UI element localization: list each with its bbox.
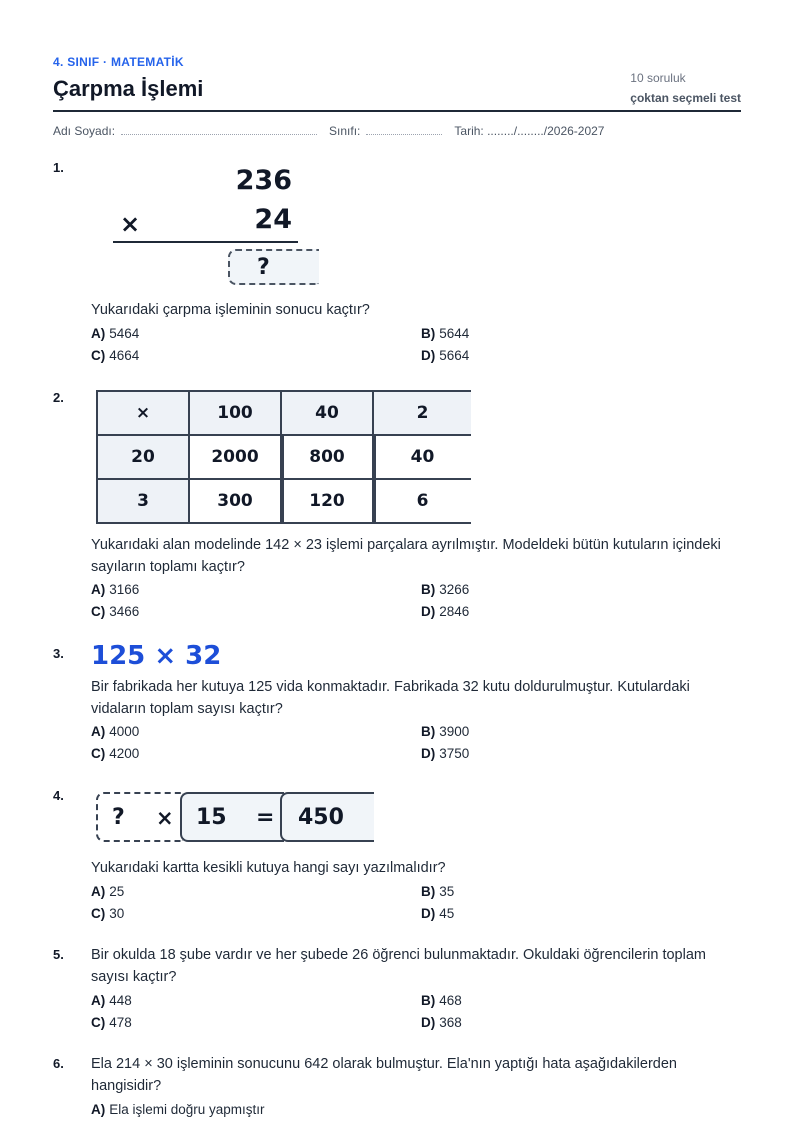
option-letter: B) — [421, 724, 436, 739]
option-value: 368 — [439, 1015, 462, 1030]
option-letter: A) — [91, 582, 106, 597]
question-text: Bir okulda 18 şube vardır ve her şubede 26 öğrenci bulunmaktadır. Okuldaki öğrencilerin toplam sayısı kaçtır? — [91, 947, 706, 985]
option-letter: B) — [421, 993, 436, 1008]
option-letter: B) — [421, 582, 436, 597]
option-letter: A) — [91, 884, 106, 899]
multiply-sign: × — [156, 806, 174, 830]
test-type: çoktan seçmeli test — [630, 91, 741, 105]
option-value: 5644 — [439, 326, 470, 341]
option-a[interactable] — [91, 326, 139, 341]
option-letter: A) — [91, 1102, 106, 1117]
question-number: 3. — [53, 646, 64, 661]
option-value: 25 — [109, 884, 125, 899]
answer-box: ? — [228, 249, 319, 285]
table-header-cell: 2 — [372, 390, 471, 436]
worksheet-header — [53, 54, 741, 112]
option-value: 3900 — [439, 724, 470, 739]
page-title: Çarpma İşlemi — [53, 76, 204, 101]
option-letter: B) — [421, 326, 436, 341]
option-value: 30 — [109, 906, 125, 921]
unknown-mark: ? — [112, 805, 125, 830]
name-label: Adı Soyadı: — [53, 124, 116, 138]
option-b[interactable] — [421, 884, 454, 899]
area-model-table — [96, 390, 471, 524]
question-text: Yukarıdaki alan modelinde 142 × 23 işlemi parçalara ayrılmıştır. Modeldeki bütün kutuların içindeki sayıların toplamı kaçtır? — [91, 537, 721, 575]
option-value: 3466 — [109, 604, 140, 619]
question-text: Yukarıdaki kartta kesikli kutuya hangi sayı yazılmalıdır? — [91, 860, 446, 876]
option-value: 3750 — [439, 746, 470, 761]
table-cell: 300 — [188, 478, 282, 524]
option-b[interactable] — [421, 993, 462, 1008]
question-count: 10 soruluk — [630, 71, 686, 85]
option-value: 4664 — [109, 348, 140, 363]
option-letter: C) — [91, 746, 106, 761]
option-a[interactable] — [91, 884, 124, 899]
option-value: Ela işlemi doğru yapmıştır — [109, 1102, 265, 1117]
option-d[interactable] — [421, 604, 469, 619]
unknown-box — [96, 792, 184, 842]
table-cell: 40 — [372, 434, 471, 480]
table-row-header: 20 — [96, 434, 190, 480]
question-number: 2. — [53, 390, 64, 405]
factor-value: 15 — [196, 805, 227, 830]
option-c[interactable] — [91, 604, 139, 619]
option-b[interactable] — [421, 724, 469, 739]
option-c[interactable] — [91, 906, 124, 921]
result-line — [113, 241, 298, 243]
table-header-cell: 40 — [280, 390, 374, 436]
student-info-line — [53, 124, 741, 138]
option-value: 2846 — [439, 604, 470, 619]
table-header-cell: × — [96, 390, 190, 436]
date-label: Tarih: ......../......../2026-2027 — [454, 124, 605, 138]
table-cell: 120 — [280, 478, 374, 524]
option-a[interactable] — [91, 724, 139, 739]
table-header-cell: 100 — [188, 390, 282, 436]
option-letter: D) — [421, 604, 436, 619]
test-meta — [630, 71, 741, 105]
option-letter: C) — [91, 1015, 106, 1030]
option-letter: A) — [91, 724, 106, 739]
option-d[interactable] — [421, 1015, 462, 1030]
option-d[interactable] — [421, 348, 469, 363]
table-row-header: 3 — [96, 478, 190, 524]
option-letter: C) — [91, 604, 106, 619]
option-letter: A) — [91, 326, 106, 341]
result-value: 450 — [298, 805, 344, 830]
option-d[interactable] — [421, 746, 469, 761]
option-b[interactable] — [421, 582, 469, 597]
name-blank[interactable] — [121, 125, 317, 135]
option-letter: C) — [91, 348, 106, 363]
question-number: 6. — [53, 1056, 64, 1071]
factor-box — [180, 792, 284, 842]
option-a[interactable] — [91, 582, 139, 597]
option-c[interactable] — [91, 746, 139, 761]
option-letter: D) — [421, 906, 436, 921]
option-letter: D) — [421, 1015, 436, 1030]
multiply-sign: × — [120, 210, 141, 238]
option-letter: D) — [421, 746, 436, 761]
question-text: Ela 214 × 30 işleminin sonucunu 642 olarak bulmuştur. Ela'nın yaptığı hata aşağıdakilerden hangisidir? — [91, 1056, 677, 1094]
option-a[interactable] — [91, 993, 132, 1008]
table-cell: 6 — [372, 478, 471, 524]
option-value: 3266 — [439, 582, 470, 597]
result-box — [280, 792, 374, 842]
option-letter: D) — [421, 348, 436, 363]
option-value: 468 — [439, 993, 462, 1008]
class-blank[interactable] — [366, 125, 442, 135]
option-letter: C) — [91, 906, 106, 921]
option-value: 5664 — [439, 348, 470, 363]
equals-sign: = — [256, 805, 275, 830]
option-a[interactable] — [91, 1102, 265, 1117]
option-value: 4200 — [109, 746, 140, 761]
option-d[interactable] — [421, 906, 454, 921]
option-value: 448 — [109, 993, 132, 1008]
top-operand: 236 — [235, 165, 292, 196]
bottom-operand: 24 — [254, 204, 292, 235]
class-label: Sınıfı: — [329, 124, 361, 138]
grade-label: 4. SINIF · MATEMATİK — [53, 55, 184, 69]
table-cell: 800 — [280, 434, 374, 480]
option-value: 4000 — [109, 724, 140, 739]
option-value: 3166 — [109, 582, 140, 597]
option-value: 45 — [439, 906, 455, 921]
option-c[interactable] — [91, 1015, 132, 1030]
option-b[interactable] — [421, 326, 469, 341]
question-number: 1. — [53, 160, 64, 175]
option-letter: B) — [421, 884, 436, 899]
question-text: Bir fabrikada her kutuya 125 vida konmaktadır. Fabrikada 32 kutu doldurulmuştur. Kutulardaki vidaların toplam sayısı kaçtır? — [91, 679, 690, 717]
option-letter: A) — [91, 993, 106, 1008]
question-text: Yukarıdaki çarpma işleminin sonucu kaçtır? — [91, 302, 370, 318]
multiplication-expression: 125 × 32 — [91, 641, 222, 671]
option-c[interactable] — [91, 348, 139, 363]
option-value: 478 — [109, 1015, 132, 1030]
option-value: 35 — [439, 884, 455, 899]
table-cell: 2000 — [188, 434, 282, 480]
question-number: 5. — [53, 947, 64, 962]
option-value: 5464 — [109, 326, 140, 341]
question-number: 4. — [53, 788, 64, 803]
